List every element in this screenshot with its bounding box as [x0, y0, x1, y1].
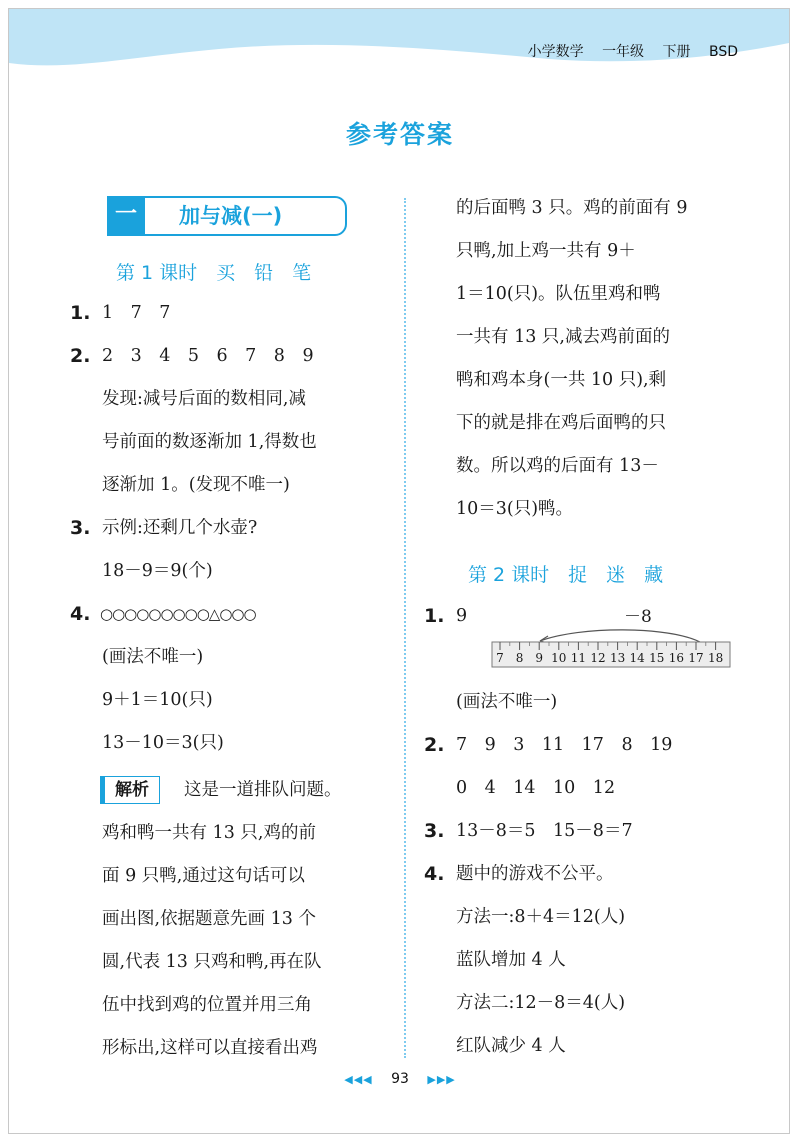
ruler-tick-label: 15 [649, 651, 665, 665]
l1-q4-eq1: 9＋1＝10(只) [102, 690, 213, 710]
header-grade: 一年级 [602, 44, 645, 60]
l2-q2-line1: 7 9 3 11 17 8 19 [456, 735, 673, 755]
l1-q2-line3: 号前面的数逐渐加 1,得数也 [102, 432, 317, 452]
l2-q1-number: 1. [424, 605, 445, 627]
l1-q1-number: 1. [70, 302, 91, 324]
l1-q4-number: 4. [70, 603, 91, 625]
ruler-tick-label: 7 [496, 651, 504, 665]
l2-q4-number: 4. [424, 863, 445, 885]
header-edition: BSD [708, 44, 738, 60]
l1-q1-answer: 1 7 7 [102, 303, 171, 323]
chapter-title: 加与减(一) [179, 204, 283, 228]
analysis-line: 一共有 13 只,减去鸡前面的 [456, 327, 670, 347]
ruler-tick-label: 12 [590, 651, 606, 665]
ruler-tick-label: 13 [609, 651, 626, 665]
header-subject: 小学数学 [527, 44, 584, 60]
analysis-tag: 解析 [100, 776, 160, 804]
analysis-line: 只鸭,加上鸡一共有 9＋ [456, 241, 636, 261]
page-number: 93 [391, 1071, 409, 1087]
l1-q3-number: 3. [70, 517, 91, 539]
l2-q4-line1: 题中的游戏不公平。 [456, 864, 614, 884]
ruler-tick-label: 18 [707, 651, 724, 665]
analysis-line: 伍中找到鸡的位置并用三角 [102, 995, 312, 1015]
analysis-line: 面 9 只鸭,通过这句话可以 [102, 866, 305, 886]
analysis-line: 鸭和鸡本身(一共 10 只),剩 [456, 370, 667, 390]
column-divider [404, 198, 406, 1058]
l1-q3-line2: 18－9＝9(个) [102, 561, 213, 581]
l1-q4-note: (画法不唯一) [102, 647, 204, 667]
analysis-line: 圆,代表 13 只鸡和鸭,再在队 [102, 952, 322, 972]
ruler-tick-label: 17 [688, 651, 704, 665]
l2-q3-answer: 13－8＝5 15－8＝7 [456, 821, 633, 841]
analysis-line: 画出图,依据题意先画 13 个 [102, 909, 316, 929]
lesson2-heading: 第 2 课时 捉 迷 藏 [468, 564, 664, 586]
l2-q1-answer: 9 [456, 606, 468, 626]
header-info [514, 41, 738, 61]
l1-q3-line1: 示例:还剩几个水壶? [102, 518, 258, 538]
l2-q2-line2: 0 4 14 10 12 [456, 778, 616, 798]
header-volume: 下册 [662, 44, 691, 60]
jump-label: －8 [624, 607, 652, 627]
analysis-line: 鸡和鸭一共有 13 只,鸡的前 [102, 823, 316, 843]
l1-q2-line4: 逐渐加 1。(发现不唯一) [102, 475, 290, 495]
jump-arc [540, 630, 700, 642]
number-line-ruler [490, 604, 734, 672]
analysis-line: 的后面鸭 3 只。鸡的前面有 9 [456, 198, 688, 218]
prev-arrows-icon: ◀◀◀ [344, 1073, 373, 1086]
l2-q4-line3: 蓝队增加 4 人 [456, 950, 566, 970]
page-footer [0, 1071, 800, 1087]
l2-q2-number: 2. [424, 734, 445, 756]
l1-q2-line1: 2 3 4 5 6 7 8 9 [102, 346, 314, 366]
l2-q4-line5: 红队减少 4 人 [456, 1036, 566, 1056]
ruler-tick-label: 10 [551, 651, 567, 665]
analysis-line: 1＝10(只)。队伍里鸡和鸭 [456, 284, 661, 304]
l2-q1-note: (画法不唯一) [456, 692, 558, 712]
l1-q4-eq2: 13－10＝3(只) [102, 733, 224, 753]
ruler-tick-label: 16 [668, 651, 685, 665]
lesson1-heading: 第 1 课时 买 铅 笔 [116, 262, 312, 284]
analysis-line: 这是一道排队问题。 [184, 780, 342, 800]
analysis-line: 10＝3(只)鸭。 [456, 499, 574, 519]
l2-q3-number: 3. [424, 820, 445, 842]
ruler-tick-label: 8 [515, 651, 524, 665]
page-title: 参考答案 [345, 120, 454, 149]
chapter-number: 一 [107, 196, 145, 236]
analysis-line: 形标出,这样可以直接看出鸡 [102, 1038, 318, 1058]
l2-q4-line4: 方法二:12－8＝4(人) [456, 993, 626, 1013]
l1-q2-line2: 发现:减号后面的数相同,减 [102, 389, 306, 409]
ruler-tick-label: 11 [570, 651, 587, 665]
ruler-tick-label: 14 [629, 651, 645, 665]
chapter-banner [107, 196, 347, 236]
l1-q4-circle-drawing: ○○○○○○○○○△○○○ [100, 605, 256, 623]
next-arrows-icon: ▶▶▶ [427, 1073, 456, 1086]
l2-q4-line2: 方法一:8＋4＝12(人) [456, 907, 626, 927]
analysis-line: 下的就是排在鸡后面鸭的只 [456, 413, 666, 433]
l1-q2-number: 2. [70, 345, 91, 367]
ruler-tick-label: 9 [535, 651, 544, 665]
analysis-line: 数。所以鸡的后面有 13－ [456, 456, 659, 476]
